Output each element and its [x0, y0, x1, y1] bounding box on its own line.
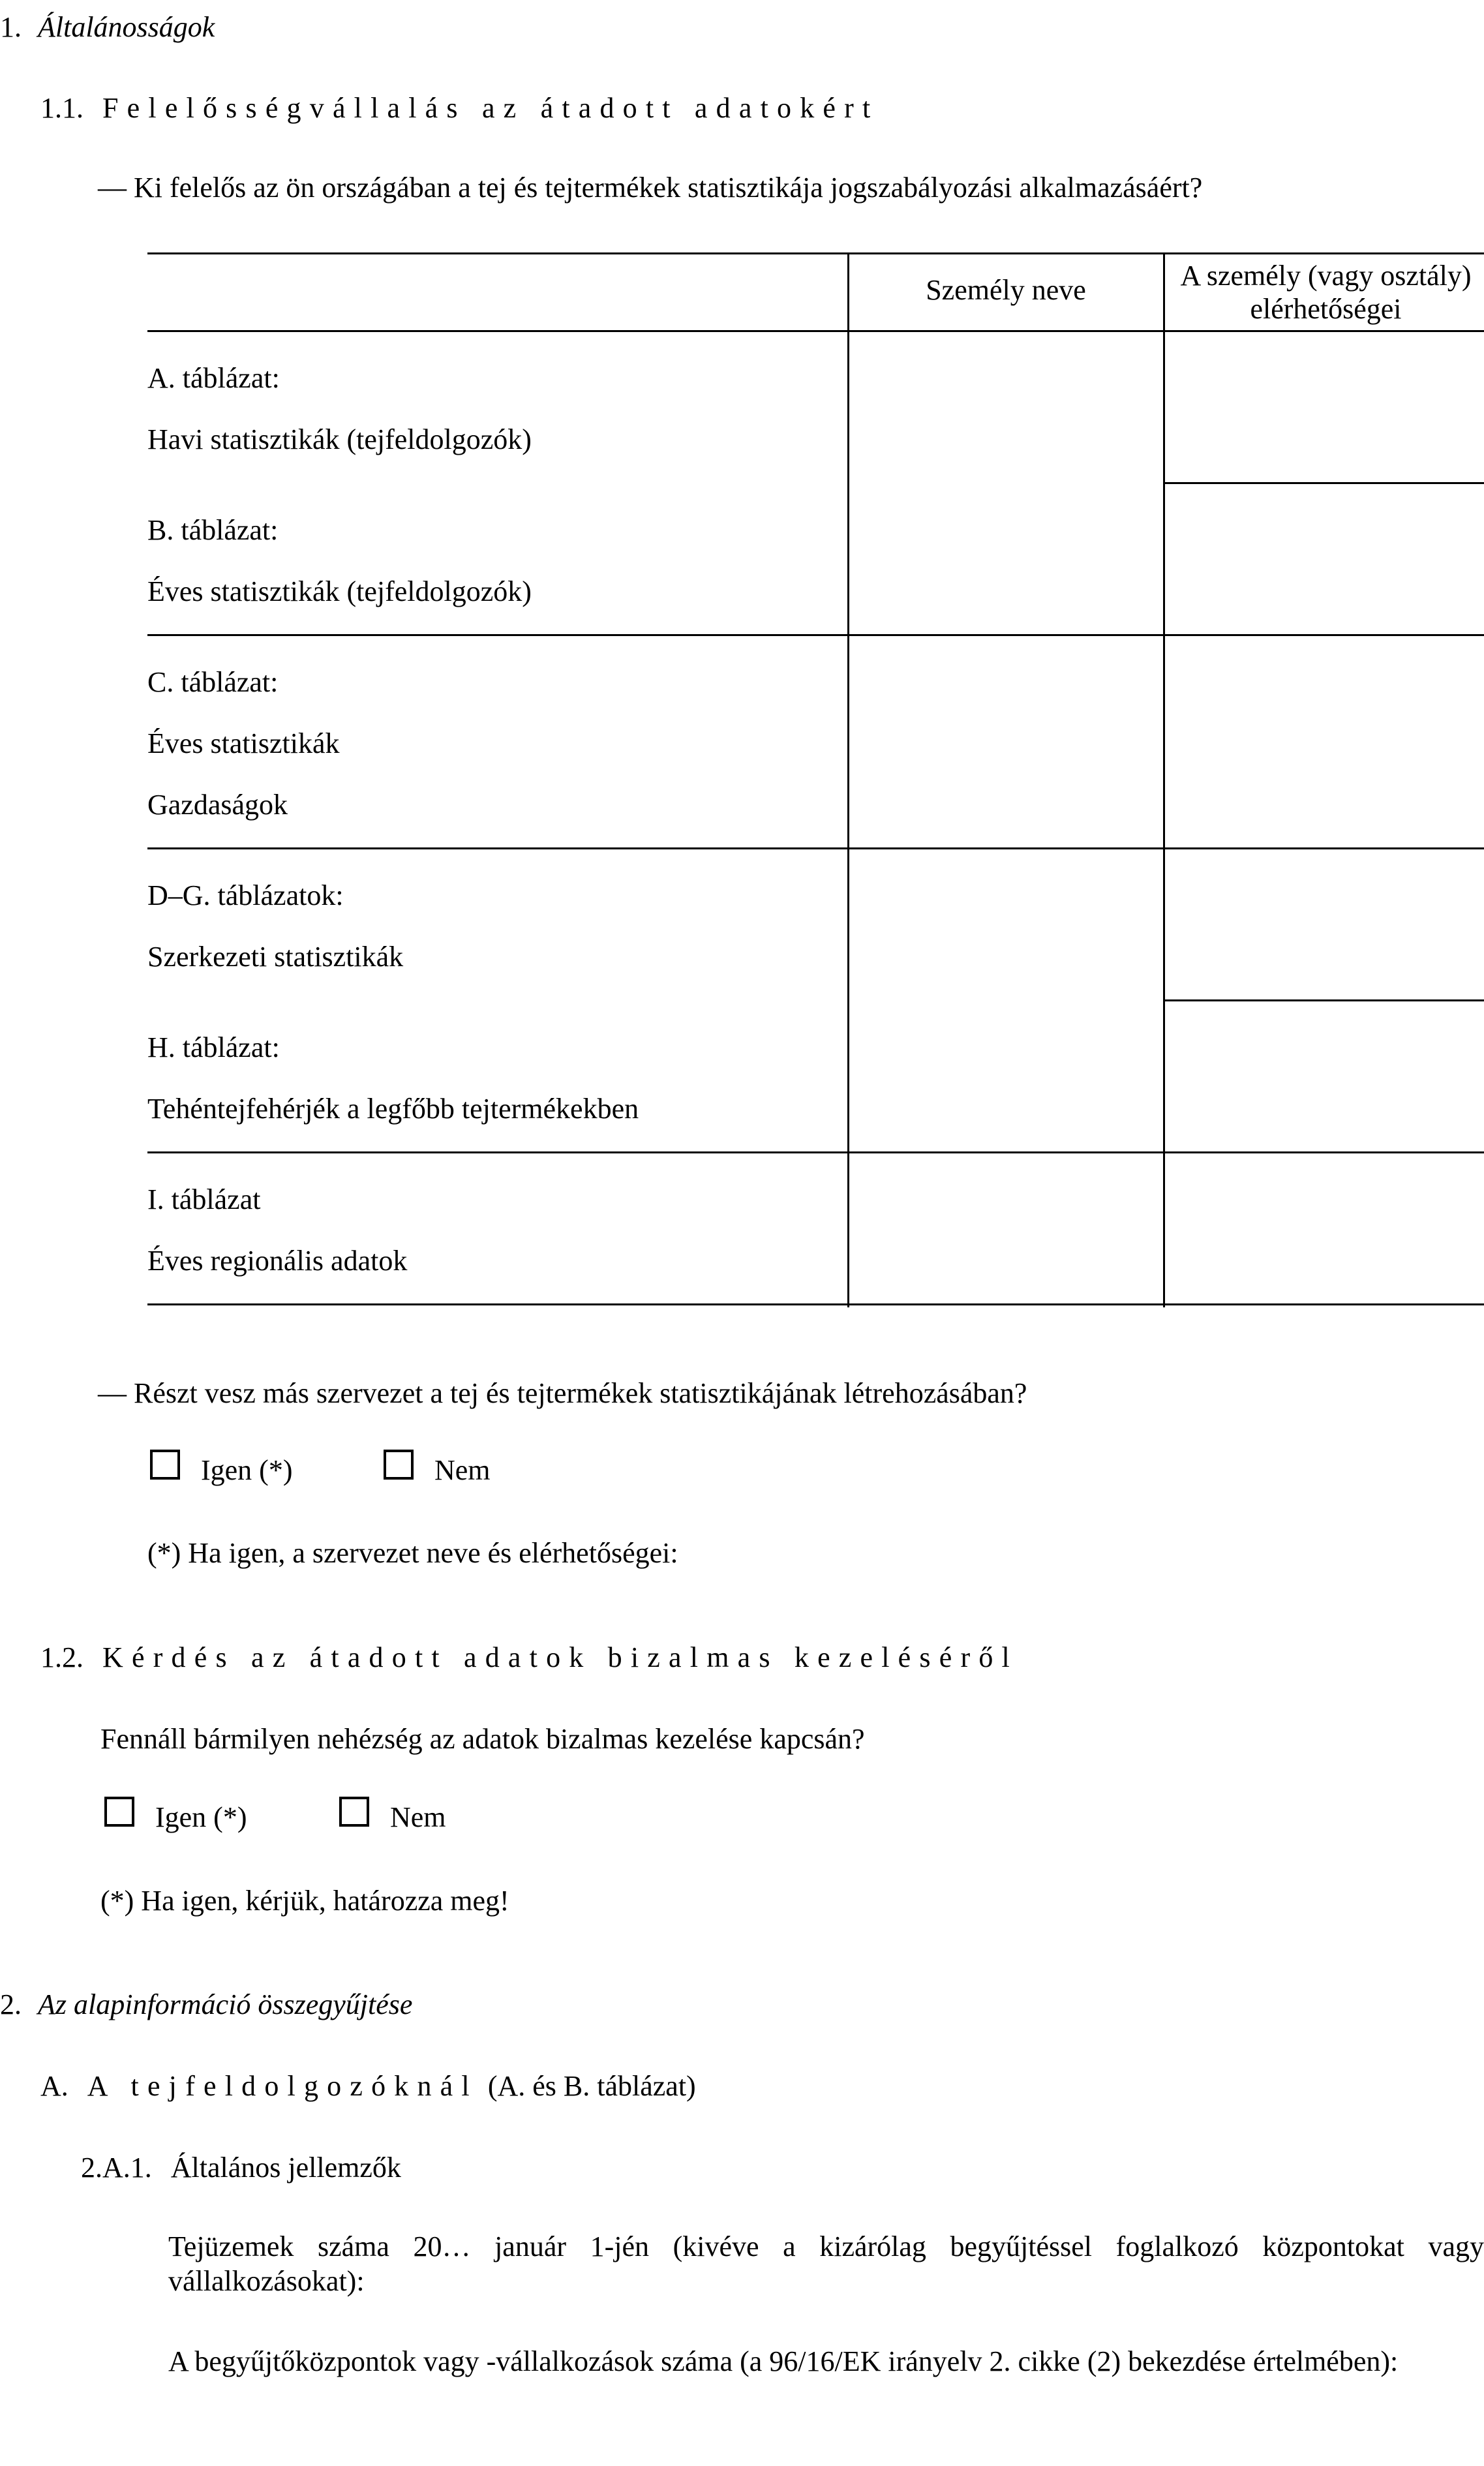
row-desc-2: Gazdaságok: [147, 789, 288, 821]
subsection-number: 2.A.1.: [81, 2152, 152, 2184]
subsection-2a1-heading: [81, 2151, 401, 2185]
subsection-title: Kérdés az átadott adatok bizalmas kezeléséről: [102, 1641, 1018, 1673]
section-number: 1.: [0, 11, 22, 43]
yes-label: Igen (*): [201, 1454, 293, 1486]
row-label: C. táblázat:: [147, 666, 279, 698]
subsection-title: Általános jellemzők: [170, 2152, 401, 2184]
row-rule: [1163, 999, 1484, 1001]
section-2-heading: [0, 1988, 412, 2022]
note-organisation: (*) Ha igen, a szervezet neve és elérhetőségei:: [147, 1537, 678, 1569]
section-title: Általánosságok: [38, 11, 215, 43]
row-label: D–G. táblázatok:: [147, 879, 344, 911]
col-header-name: Személy neve: [926, 274, 1086, 306]
row-rule: [147, 847, 1484, 849]
row-label: I. táblázat: [147, 1183, 261, 1215]
yes-label: Igen (*): [155, 1801, 247, 1833]
section-title: Az alapinformáció összegyűjtése: [38, 1988, 413, 2020]
note-specify: (*) Ha igen, kérjük, határozza meg!: [100, 1885, 509, 1917]
row-desc: Havi statisztikák (tejfeldolgozók): [147, 423, 532, 455]
yes-checkbox[interactable]: [104, 1797, 134, 1827]
subsection-title-rest: (A. és B. táblázat): [487, 2070, 696, 2102]
yes-checkbox[interactable]: [150, 1450, 180, 1480]
row-rule: [1163, 482, 1484, 484]
no-checkbox[interactable]: [339, 1797, 369, 1827]
section-1-heading: [0, 10, 215, 45]
no-checkbox[interactable]: [384, 1450, 414, 1480]
paragraph-dairies: Tejüzemek száma 20… január 1-jén (kivéve a kizárólag begyűjtéssel foglalkozó központokat vagy vállalkozásokat):: [168, 2230, 1484, 2297]
question-responsible: — Ki felelős az ön országában a tej és tejtermékek statisztikája jogszabályozási alkalmazásáért?: [98, 172, 1203, 204]
subsection-1-2-heading: [40, 1641, 1018, 1675]
row-desc: Szerkezeti statisztikák: [147, 941, 404, 973]
row-rule: [147, 1151, 1484, 1153]
no-label: Nem: [390, 1801, 446, 1833]
question-confidentiality: Fennáll bármilyen nehézség az adatok bizalmas kezelése kapcsán?: [100, 1723, 865, 1755]
row-desc: Éves statisztikák (tejfeldolgozók): [147, 575, 532, 607]
row-desc: Éves statisztikák: [147, 727, 340, 759]
table-header-rule: [147, 330, 1484, 332]
section-number: 2.: [0, 1988, 22, 2020]
subsection-title: Felelősségvállalás az átadott adatokért: [102, 92, 879, 124]
subsection-number: 1.2.: [40, 1641, 83, 1673]
row-label: H. táblázat:: [147, 1031, 280, 1063]
table-top-rule: [147, 252, 1484, 254]
question-other-org: — Részt vesz más szervezet a tej és tejtermékek statisztikájának létrehozásában?: [98, 1377, 1027, 1409]
table-col-divider-2: [1163, 252, 1165, 1307]
table-bottom-rule: [147, 1303, 1484, 1305]
row-desc: Tehéntejfehérjék a legfőbb tejtermékekben: [147, 1093, 639, 1125]
subsection-number: A.: [40, 2070, 68, 2102]
paragraph-collection-centres: A begyűjtőközpontok vagy -vállalkozások száma (a 96/16/EK irányelv 2. cikke (2) bekezdése értelmében):: [168, 2345, 1399, 2377]
row-desc: Éves regionális adatok: [147, 1245, 408, 1277]
no-label: Nem: [434, 1454, 491, 1486]
row-rule: [147, 634, 1484, 636]
subsection-number: 1.1.: [40, 92, 83, 124]
table-col-divider-1: [847, 252, 849, 1307]
row-label: A. táblázat:: [147, 362, 280, 394]
subsection-title: A tejfeldolgozóknál: [87, 2070, 478, 2102]
subsection-a-heading: [40, 2069, 696, 2104]
col-header-contact: A személy (vagy osztály) elérhetőségei: [1180, 260, 1472, 325]
row-label: B. táblázat:: [147, 514, 279, 546]
subsection-1-1-heading: [40, 91, 879, 126]
